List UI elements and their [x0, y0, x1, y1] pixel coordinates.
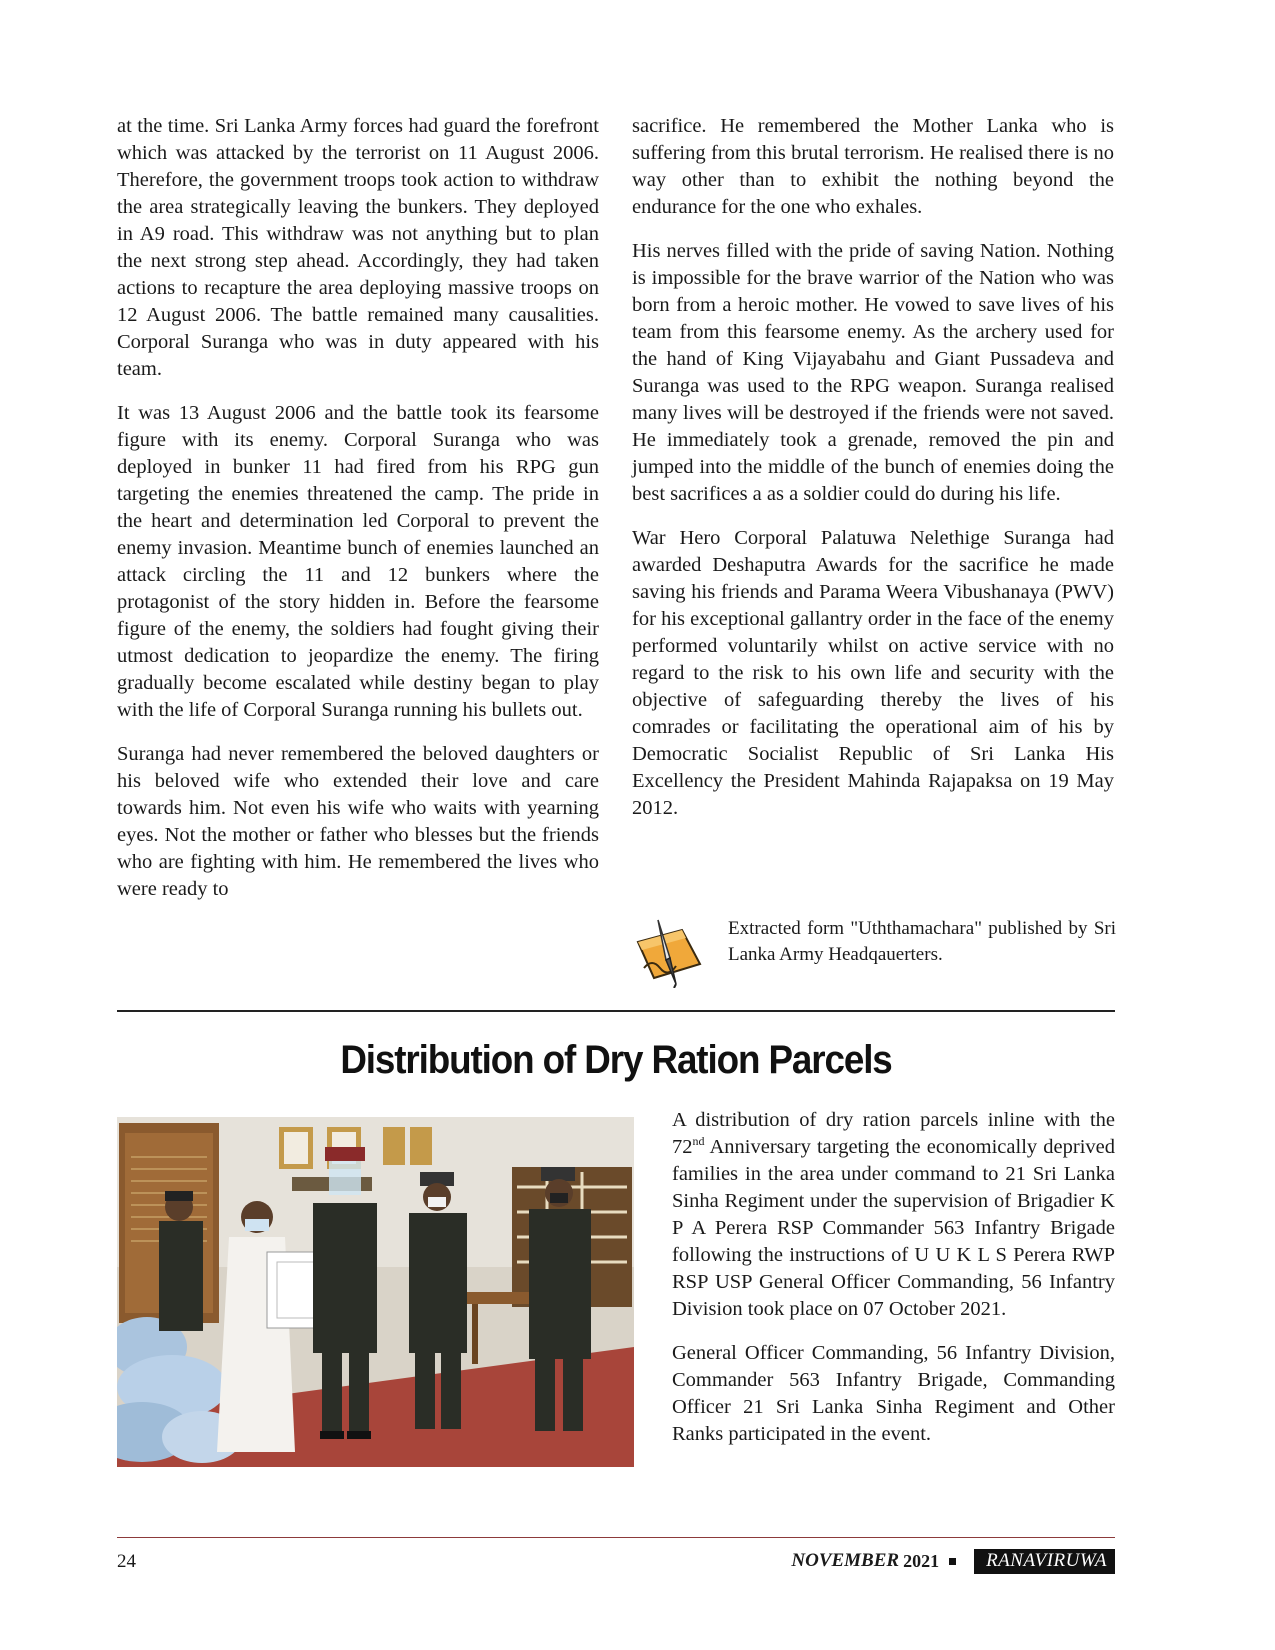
article-body	[672, 1107, 1115, 1465]
story-credit	[630, 912, 1116, 992]
story-paragraph: at the time. Sri Lanka Army forces had guard the forefront which was attacked by the terrorist on 11 August 2006. Therefore, the government troops took action to withdraw the area strategically leaving the bunkers. They deployed in A9 road. This withdraw was not anything but to plan the next strong step ahead. Accordingly, they had taken actions to recapture the area deploying massive troops on 12 August 2006. The battle remained many causalities. Corporal Suranga who was in duty appeared with his team.	[117, 115, 599, 380]
quill-pen-icon	[630, 912, 712, 988]
article-paragraph	[672, 1107, 1115, 1323]
event-photo	[117, 1117, 634, 1467]
story-paragraph: War Hero Corporal Palatuwa Nelethige Suranga had awarded Deshaputra Awards for the sacrifice he made saving his friends and Parama Weera Vibushanaya (PWV) for his exceptional gallantry order in the face of the enemy performed voluntarily whilst on active service with no regard to the risk to his own life and security with the objective of safeguarding thereby the lives of his comrades or facilitating the operational aim of his by Democratic Socialist Republic of Sri Lanka His Excellency the President Mahinda Rajapaksa on 19 May 2012.	[632, 527, 1114, 819]
issue-year: 2021	[903, 1550, 940, 1571]
page-number: 24	[117, 1551, 136, 1572]
story-paragraph: It was 13 August 2006 and the battle took its fearsome figure with its enemy. Corporal Suranga who was deployed in bunker 11 had fired from his RPG gun targeting the enemies threatened the camp. The pride in the heart and determination led Corporal to prevent the enemy invasion. Meantime bunch of enemies launched an attack circling the 11 and 12 bunkers where the protagonist of the story hidden in. Before the fearsome figure of the enemy, the soldiers had fought giving their utmost dedication to jeopardize the enemy. The firing gradually become escalated while destiny began to play with the life of Corporal Suranga running his bullets out.	[117, 402, 599, 721]
story-column-left	[117, 113, 599, 920]
article-text: A distribution of dry ration parcels inline with the 72	[672, 1109, 1115, 1158]
story-paragraph: His nerves filled with the pride of saving Nation. Nothing is impossible for the brave warrior of the Nation who was born from a heroic mother. He vowed to save lives of his team from this fearsome enemy. As the archery used for the hand of King Vijayabahu and Giant Pussadeva and Suranga was used to the RPG weapon. Suranga realised many lives will be destroyed if the friends were not saved. He immediately took a grenade, removed the pin and jumped into the middle of the bunch of enemies doing the best sacrifices a as a soldier could do during his life.	[632, 240, 1114, 505]
story-paragraph: sacrifice. He remembered the Mother Lanka who is suffering from this brutal terrorism. He realised there is no way other than to exhibit the nothing beyond the endurance for the one who exhales.	[632, 115, 1114, 218]
footer-issue	[791, 1548, 1115, 1574]
magazine-name: RANAVIRUWA	[974, 1549, 1115, 1574]
footer-rule	[117, 1537, 1115, 1538]
footer-bullet	[949, 1558, 956, 1565]
story-paragraph: Suranga had never remembered the beloved daughters or his beloved wife who extended their love and care towards him. Not even his wife who waits with yearning eyes. Not the mother or father who blesses but the friends who are fighting with him. He remembered the lives who were ready to	[117, 743, 599, 900]
ordinal-suffix: nd	[692, 1134, 705, 1149]
article-title: Distribution of Dry Ration Parcels	[340, 1038, 892, 1082]
section-divider	[117, 1010, 1115, 1012]
issue-month: NOVEMBER	[791, 1550, 900, 1571]
credit-text: Extracted form "Uththamachara" published by Sri Lanka Army Headqauerters.	[728, 918, 1116, 965]
article-text: Anniversary targeting the economically deprived families in the area under command to 21 Sri Lanka Sinha Regiment under the supervision of Brigadier K P A Perera RSP Commander 563 Infantry Brigade following the instructions of U U K L S Perera RWP RSP USP General Officer Commanding, 56 Infantry Division took place on 07 October 2021.	[672, 1136, 1115, 1320]
article-paragraph: General Officer Commanding, 56 Infantry Division, Commander 563 Infantry Brigade, Commanding Officer 21 Sri Lanka Sinha Regiment and Other Ranks participated in the event.	[672, 1342, 1115, 1445]
story-column-right	[632, 113, 1114, 839]
